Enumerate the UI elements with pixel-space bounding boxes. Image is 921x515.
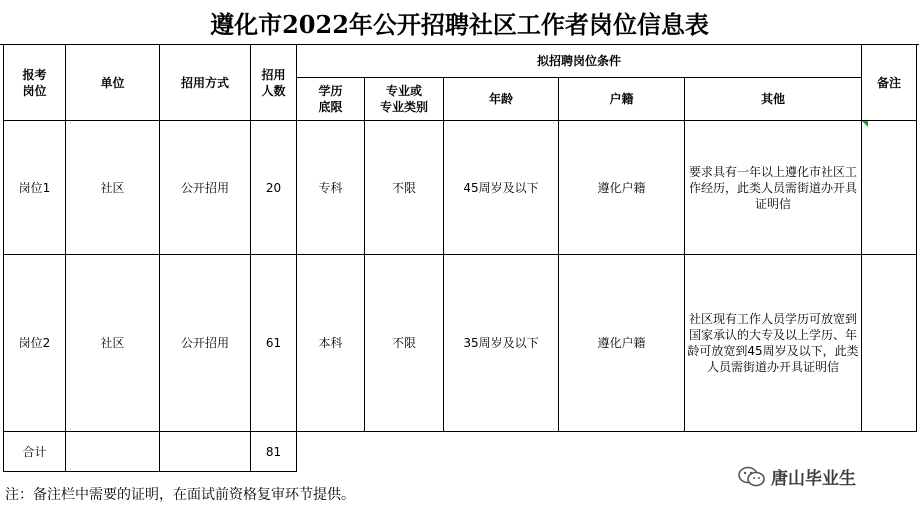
- watermark: [737, 464, 856, 489]
- cell-major: 不限: [365, 255, 444, 432]
- cell-remark: [862, 255, 917, 432]
- total-empty-cell: [160, 432, 251, 472]
- cell-other: 要求具有一年以上遵化市社区工作经历，此类人员需街道办开具证明信: [685, 121, 862, 255]
- cell-age: 45周岁及以下: [444, 121, 559, 255]
- cell-post: 岗位2: [4, 255, 66, 432]
- header-conditions: 拟招聘岗位条件: [297, 45, 862, 78]
- cell-education: 专科: [297, 121, 365, 255]
- cell-method: 公开招用: [160, 121, 251, 255]
- cell-comment-marker: [862, 121, 868, 127]
- cell-unit: 社区: [66, 121, 160, 255]
- cell-unit: 社区: [66, 255, 160, 432]
- header-unit: 单位: [66, 45, 160, 121]
- watermark-text: 唐山毕业生: [771, 469, 856, 489]
- page-title: 遵化市2022年公开招聘社区工作者岗位信息表: [0, 0, 919, 45]
- header-education: 学历 底限: [297, 78, 365, 121]
- cell-hukou: 遵化户籍: [559, 255, 685, 432]
- total-empty-cell: [66, 432, 160, 472]
- cell-age: 35周岁及以下: [444, 255, 559, 432]
- table-row: [4, 255, 917, 432]
- footnote: 注：备注栏中需要的证明，在面试前资格复审环节提供。: [5, 487, 355, 503]
- header-row-1: [4, 45, 917, 78]
- cell-education: 本科: [297, 255, 365, 432]
- header-hukou: 户籍: [559, 78, 685, 121]
- header-age: 年龄: [444, 78, 559, 121]
- wechat-icon: [737, 465, 767, 489]
- cell-count: 61: [251, 255, 297, 432]
- header-count: 招用 人数: [251, 45, 297, 121]
- table-row: [4, 121, 917, 255]
- cell-method: 公开招用: [160, 255, 251, 432]
- header-post: 报考 岗位: [4, 45, 66, 121]
- cell-post: 岗位1: [4, 121, 66, 255]
- job-info-table: [3, 44, 917, 472]
- header-major: 专业或 专业类别: [365, 78, 444, 121]
- cell-remark: [862, 121, 917, 255]
- cell-major: 不限: [365, 121, 444, 255]
- total-label: 合计: [4, 432, 66, 472]
- header-other: 其他: [685, 78, 862, 121]
- header-method: 招用方式: [160, 45, 251, 121]
- cell-hukou: 遵化户籍: [559, 121, 685, 255]
- cell-count: 20: [251, 121, 297, 255]
- total-count: 81: [251, 432, 297, 472]
- header-remark: 备注: [862, 45, 917, 121]
- cell-other: 社区现有工作人员学历可放宽到国家承认的大专及以上学历、年龄可放宽到45周岁及以下，此类人员需街道办开具证明信: [685, 255, 862, 432]
